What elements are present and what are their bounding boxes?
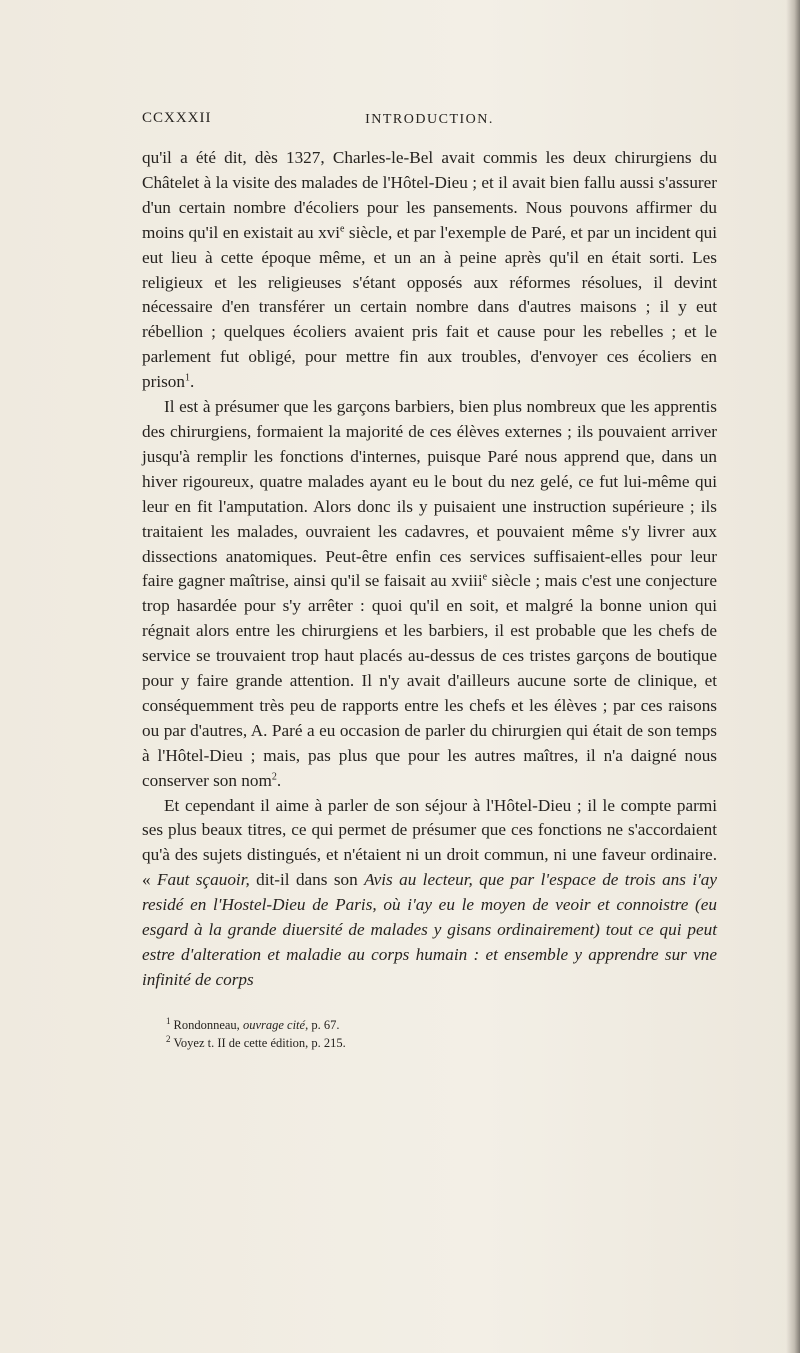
quote-intro: Faut sçauoir, — [156, 870, 250, 890]
superscript: e — [482, 571, 488, 583]
footnote-1 — [166, 1016, 706, 1034]
paragraph-1-text-a: qu'il a été dit, dès 1327, Charles-le-Bel avait commis les deux chirurgiens du Châtelet à la visite des malades de l'Hôtel-Dieu ; et il avait bien fallu aussi s'assurer d'un certain nombre d'écoliers pour les pansements. Nous pouvons affirmer du moins qu'il en existait au xvi — [142, 148, 717, 242]
paragraph-1-text-b: siècle, et par l'exemple de Paré, et par un incident qui eut lieu à cette époque même, et un an à peine après qu'il en était sorti. Les religieux et les religieuses s'étant opposés aux réformes résolues, il devint nécessaire d'en transférer un certain nombre dans d'autres maisons ; il y eut rébellion ; quelques écoliers avaient pris fait et cause pour les rebelles ; et le parlement fut obligé, pour mettre fin aux troubles, d'envoyer ces écoliers en prison — [142, 222, 717, 392]
superscript: e — [340, 222, 345, 234]
footnotes — [166, 1016, 706, 1052]
footnote-number: 1 — [166, 1015, 171, 1026]
footnote-2 — [166, 1034, 706, 1052]
page-number: CCXXXII — [142, 110, 212, 126]
footnote-ref-title: ouvrage cité — [242, 1018, 306, 1032]
footnote-text: Voyez t. II de cette édition, p. 215. — [173, 1036, 346, 1050]
main-text — [142, 146, 717, 993]
footnote-author: Rondonneau, — [173, 1018, 243, 1032]
paragraph-1 — [142, 146, 717, 395]
paragraph-1-end: . — [189, 372, 195, 392]
page-edge-shadow — [786, 0, 800, 1353]
paragraph-2-text-b: siècle ; mais c'est une conjecture trop hasardée pour s'y arrêter : quoi qu'il en soit, et malgré la bonne union qui régnait alors entre les chirurgiens et les barbiers, il est probable que les chefs de service se trouvaient trop haut placés au-dessus de ces tristes garçons de boutique pour y faire grande attention. Il n'y avait d'ailleurs aucune sorte de clinique, et conséquemment très peu de rapports entre les chefs et les élèves ; par ces raisons ou par d'autres, A. Paré a eu occasion de parler du chirurgien qui était de son temps à l'Hôtel-Dieu ; mais, pas plus que pour les autres maîtres, il n'a daigné nous conserver son nom — [142, 571, 717, 790]
page-header — [142, 110, 717, 134]
running-title: INTRODUCTION. — [365, 112, 494, 127]
footnote-page: , p. 67. — [305, 1018, 340, 1032]
paragraph-3-text-b: dit-il dans son — [249, 870, 365, 890]
paragraph-3-text-a: Et cependant il aime à parler de son séjour à l'Hôtel-Dieu ; il le compte parmi ses plus beaux titres, ce qui permet de présumer que ces fonctions ne s'accordaient qu'à des sujets distingués, et n'étaient ni un droit commun, ni une faveur ordinaire. « — [142, 795, 717, 890]
footnote-ref-1: 1 — [184, 372, 190, 384]
footnote-number: 2 — [166, 1033, 171, 1044]
quoted-passage: que par l'espace de trois ans i'ay residé en l'Hostel-Dieu de Paris, où i'ay eu le moyen de veoir et connoistre (eu esgard à la grande diuersité de malades y gisans ordinairement) tout ce qui peut estre d'alteration et maladie au corps humain : et ensemble y apprendre sur vne infinité de corps — [142, 870, 717, 989]
work-title: Avis au lecteur, — [364, 870, 473, 890]
paragraph-2-end: . — [276, 770, 282, 790]
footnote-ref-2: 2 — [271, 770, 277, 782]
paragraph-2 — [142, 395, 717, 794]
paragraph-3 — [142, 794, 717, 993]
paragraph-2-text-a: Il est à présumer que les garçons barbiers, bien plus nombreux que les apprentis des chirurgiens, formaient la majorité de ces élèves externes ; ils pouvaient arriver jusqu'à remplir les fonctions d'internes, puisque Paré nous apprend que, dans un hiver rigoureux, quatre malades ayant eu le bout du nez gelé, ce fut lui-même qui leur en fit l'amputation. Alors donc ils y puisaient une instruction supérieure ; ils traitaient les malades, ouvraient les cadavres, et pouvaient même s'y livrer aux dissections anatomiques. Peut-être enfin ces services suffisaient-elles pour leur faire gagner maîtrise, ainsi qu'il se faisait au xviii — [142, 397, 717, 591]
